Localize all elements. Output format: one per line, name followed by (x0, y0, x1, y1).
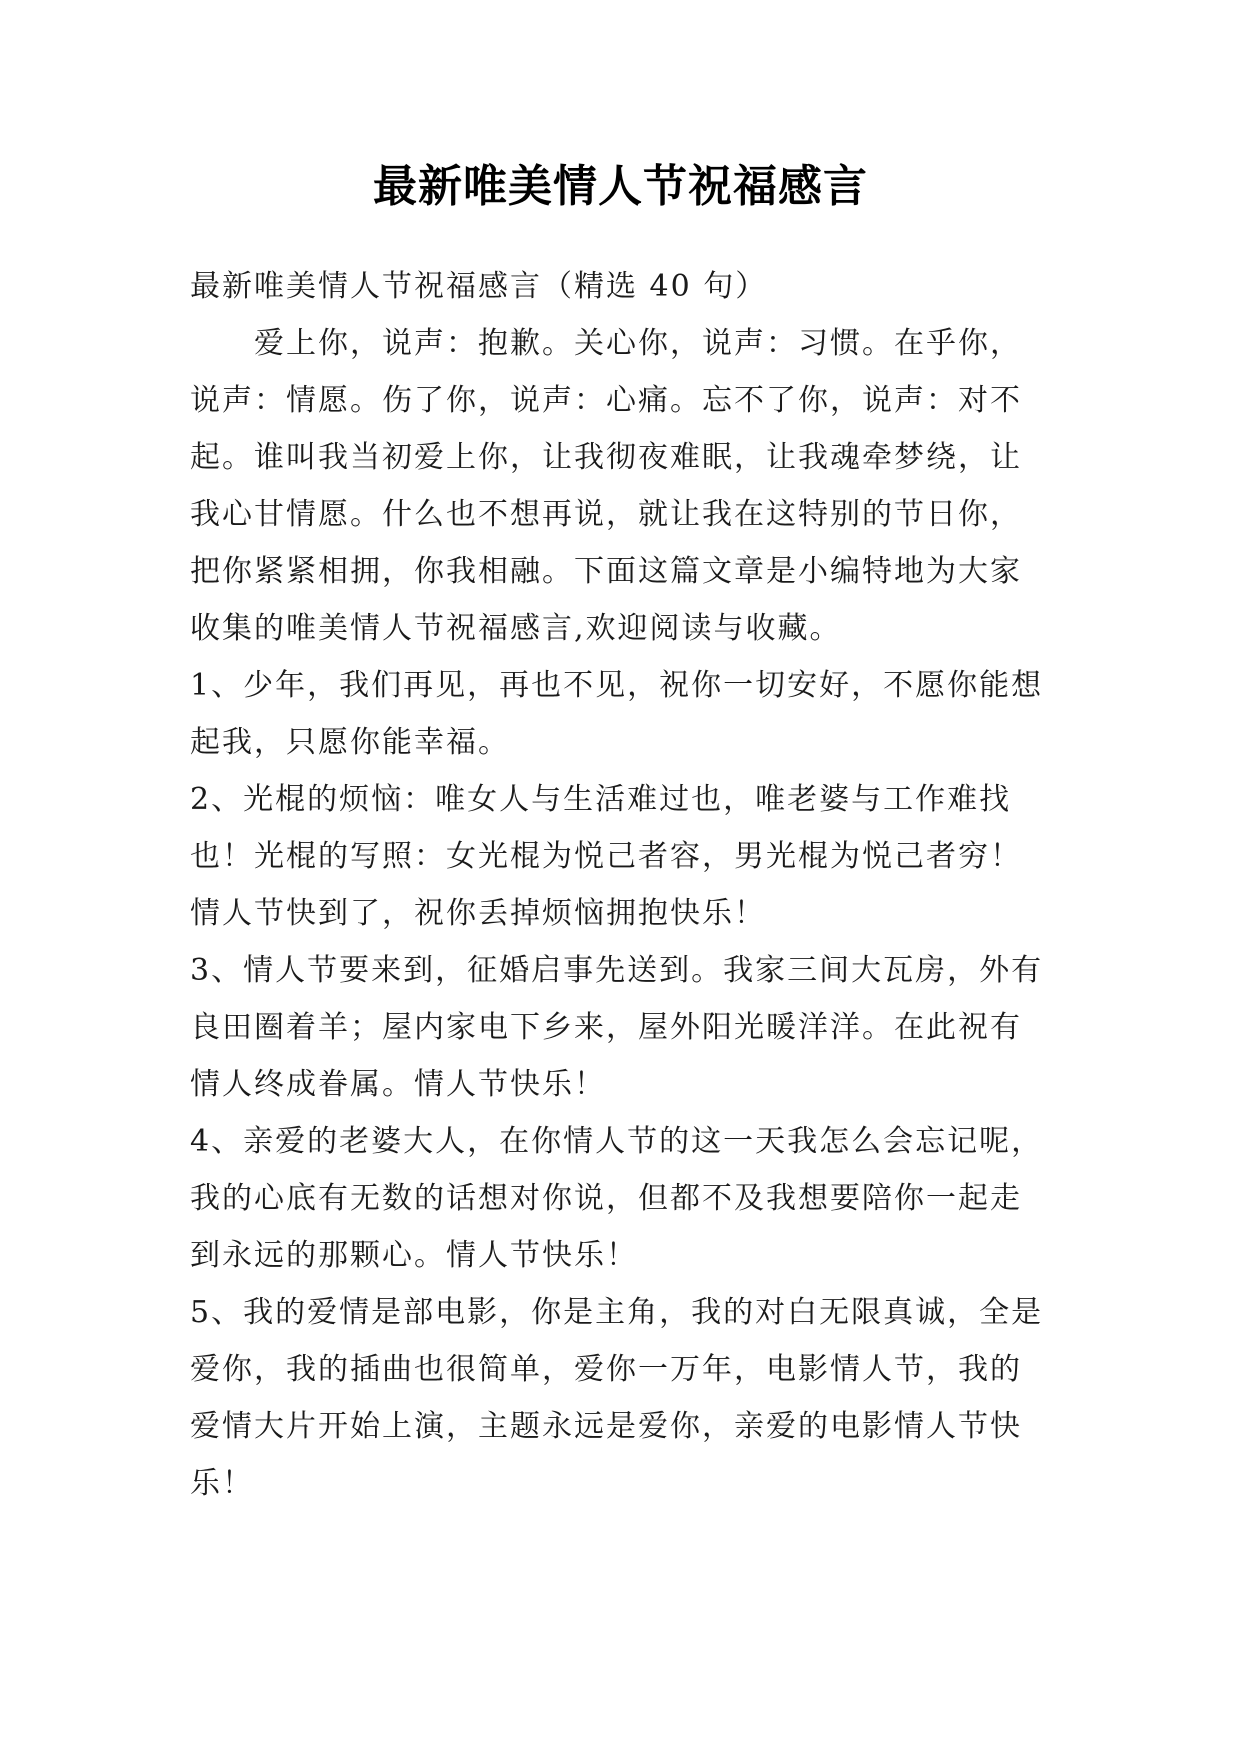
list-item: 2、光棍的烦恼：唯女人与生活难过也，唯老婆与工作难找也！光棍的写照：女光棍为悦己者容，男光棍为悦己者穷！情人节快到了，祝你丢掉烦恼拥抱快乐！ (190, 782, 1022, 931)
list-item: 1、少年，我们再见，再也不见，祝你一切安好，不愿你能想起我，只愿你能幸福。 (190, 668, 1044, 760)
list-item: 4、亲爱的老婆大人，在你情人节的这一天我怎么会忘记呢，我的心底有无数的话想对你说，但都不及我想要陪你一起走到永远的那颗心。情人节快乐！ (190, 1124, 1044, 1273)
document-body (190, 258, 1052, 1512)
list-item: 5、我的爱情是部电影，你是主角，我的对白无限真诚，全是爱你，我的插曲也很简单，爱你一万年，电影情人节，我的爱情大片开始上演，主题永远是爱你，亲爱的电影情人节快乐！ (190, 1295, 1044, 1501)
subtitle-line: 最新唯美情人节祝福感言（精选 40 句） (190, 269, 768, 304)
list-item: 3、情人节要来到，征婚启事先送到。我家三间大瓦房，外有良田圈着羊；屋内家电下乡来，屋外阳光暖洋洋。在此祝有情人终成眷属。情人节快乐！ (190, 953, 1044, 1102)
intro-paragraph: 爱上你，说声：抱歉。关心你，说声：习惯。在乎你，说声：情愿。伤了你，说声：心痛。忘不了你，说声：对不起。谁叫我当初爱上你，让我彻夜难眠，让我魂牵梦绕，让我心甘情愿。什么也不想再说，就让我在这特别的节日你，把你紧紧相拥，你我相融。下面这篇文章是小编特地为大家收集的唯美情人节祝福感言,欢迎阅读与收藏。 (190, 326, 1022, 646)
document-title: 最新唯美情人节祝福感言 (373, 161, 868, 212)
